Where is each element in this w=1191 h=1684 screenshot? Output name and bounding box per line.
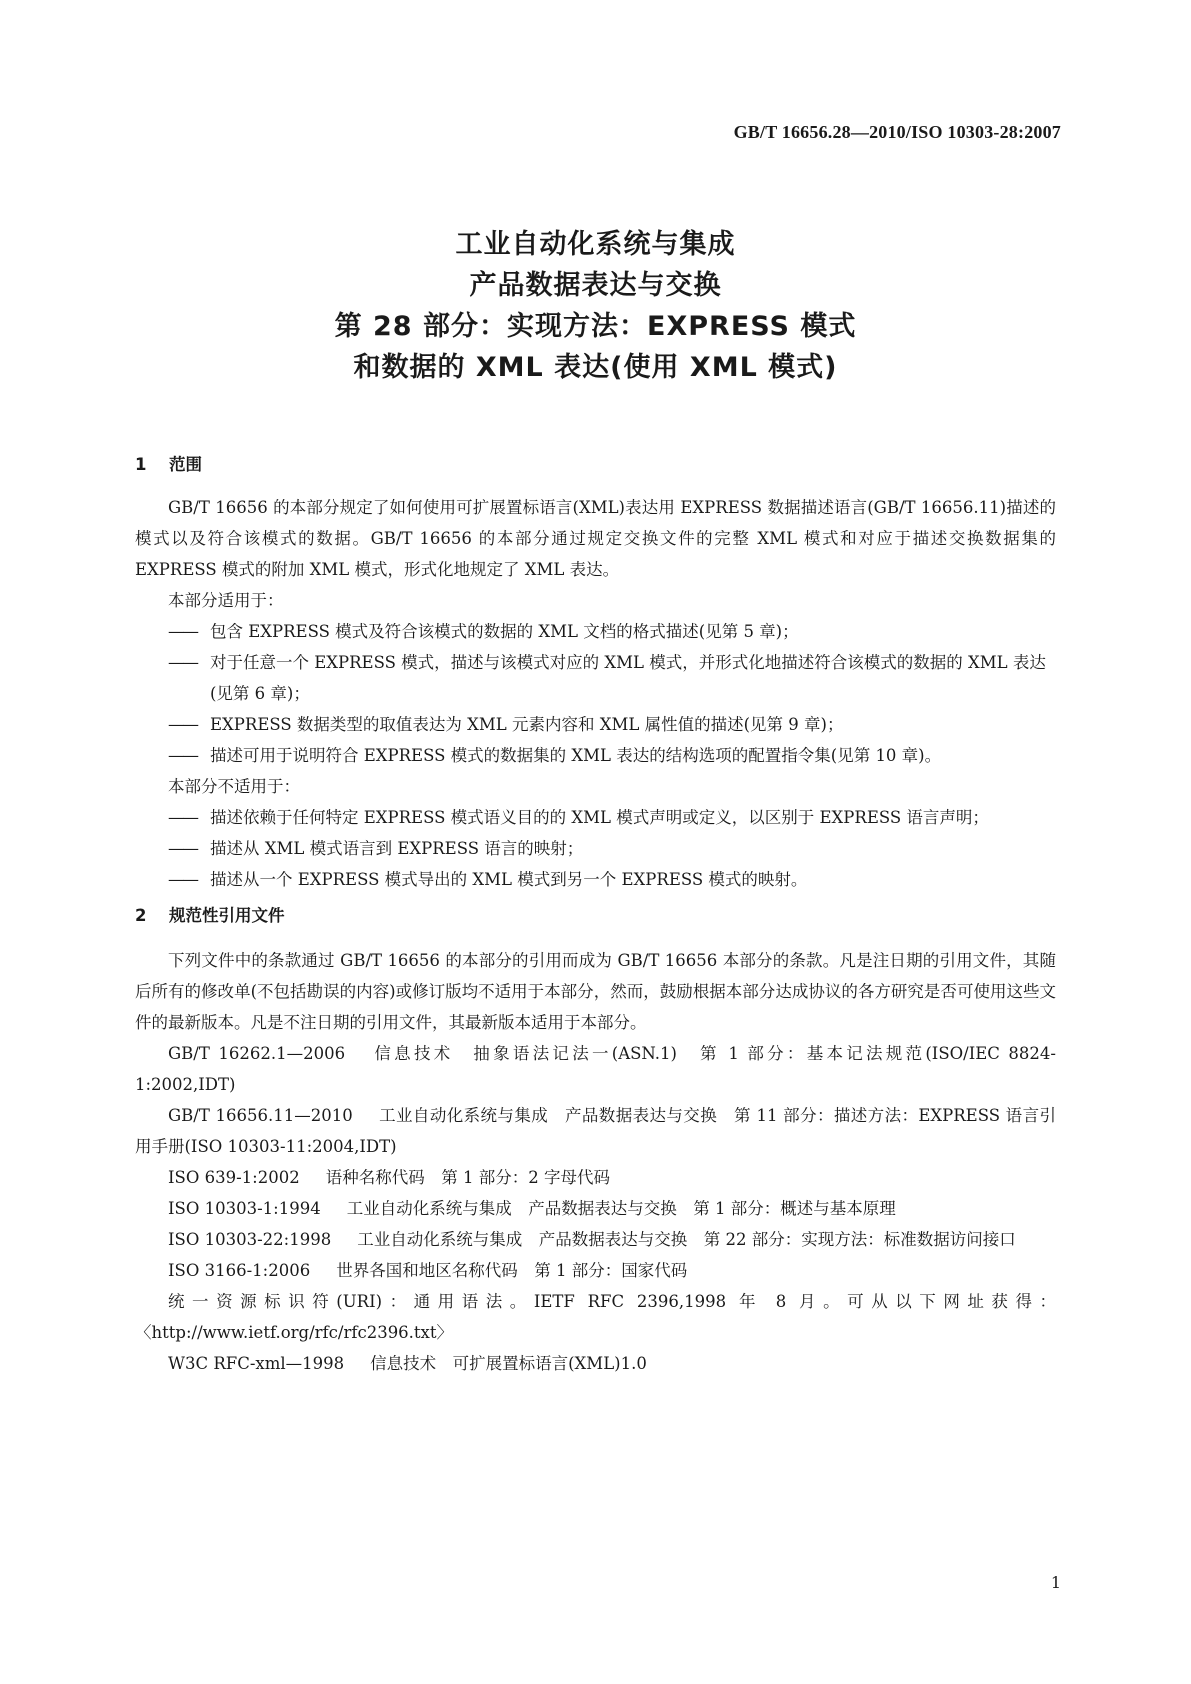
list-item	[135, 709, 1056, 740]
reference-title: 语种名称代码 第 1 部分：2 字母代码	[325, 1168, 610, 1187]
list-item-text: 描述可用于说明符合 EXPRESS 模式的数据集的 XML 表达的结构选项的配置指令集(见第 10 章)。	[210, 746, 942, 765]
title-line: 第 28 部分：实现方法：EXPRESS 模式	[334, 311, 857, 342]
reference-entry	[135, 1286, 1056, 1348]
list-item-text: 描述从 XML 模式语言到 EXPRESS 语言的映射；	[210, 839, 584, 858]
reference-code: ISO 10303-1:1994	[168, 1199, 321, 1218]
references-paragraph: 下列文件中的条款通过 GB/T 16656 的本部分的引用而成为 GB/T 16656 本部分的条款。凡是注日期的引用文件，其随后所有的修改单(不包括勘误的内容)或修订版均不适用于本部分，然而，鼓励根据本部分达成协议的各方研究是否可使用这些文件的最新版本。凡是不注日期的引用文件，其最新版本适用于本部分。	[135, 951, 1056, 1032]
list-item	[135, 616, 1056, 647]
not-applies-label: 本部分不适用于：	[168, 777, 300, 796]
scope-paragraph: GB/T 16656 的本部分规定了如何使用可扩展置标语言(XML)表达用 EXPRESS 数据描述语言(GB/T 16656.11)描述的模式以及符合该模式的数据。GB/T 16656 的本部分通过规定交换文件的完整 XML 模式和对应于描述交换数据集的 EXPRESS 模式的附加 XML 模式，形式化地规定了 XML 表达。	[135, 498, 1056, 579]
list-item	[135, 833, 1056, 864]
reference-entry	[135, 1224, 1056, 1255]
dash-mark: ——	[168, 622, 197, 641]
section-title: 范围	[169, 455, 202, 474]
title-line: 产品数据表达与交换	[469, 270, 722, 301]
reference-code: GB/T 16262.1—2006	[168, 1044, 346, 1063]
section-number: 1	[135, 455, 147, 474]
dash-mark: ——	[168, 715, 197, 734]
reference-entry	[135, 1348, 1056, 1379]
reference-code: W3C RFC-xml—1998	[168, 1354, 345, 1373]
reference-title: 工业自动化系统与集成 产品数据表达与交换 第 1 部分：概述与基本原理	[346, 1199, 896, 1218]
document-code: GB/T 16656.28—2010/ISO 10303-28:2007	[733, 122, 1061, 142]
reference-entry	[135, 1162, 1056, 1193]
reference-title: 世界各国和地区名称代码 第 1 部分：国家代码	[336, 1261, 688, 1280]
reference-title: 统一资源标识符(URI)：通用语法。IETF RFC 2396,1998 年 8 月。可从以下网址获得：〈http://www.ietf.org/rfc/rfc2396.txt〉	[135, 1292, 1056, 1342]
section-heading-normative-references	[135, 901, 1056, 931]
reference-code: GB/T 16656.11—2010	[168, 1106, 353, 1125]
list-item	[135, 740, 1056, 771]
list-item	[135, 647, 1056, 709]
section-heading-scope	[135, 450, 1056, 480]
section-title: 规范性引用文件	[169, 906, 285, 925]
dash-mark: ——	[168, 839, 197, 858]
section-number: 2	[135, 906, 147, 925]
reference-entry	[135, 1038, 1056, 1100]
list-item-text: 描述依赖于任何特定 EXPRESS 模式语义目的的 XML 模式声明或定义，以区别于 EXPRESS 语言声明；	[210, 808, 989, 827]
applies-label: 本部分适用于：	[168, 591, 284, 610]
reference-code: ISO 10303-22:1998	[168, 1230, 332, 1249]
reference-code: ISO 639-1:2002	[168, 1168, 300, 1187]
list-item-text: 包含 EXPRESS 模式及符合该模式的数据的 XML 文档的格式描述(见第 5 章)；	[210, 622, 799, 641]
document-title	[0, 224, 1191, 388]
reference-title: 信息技术 可扩展置标语言(XML)1.0	[370, 1354, 647, 1373]
page-number: 1	[1050, 1573, 1061, 1592]
reference-title: 工业自动化系统与集成 产品数据表达与交换 第 22 部分：实现方法：标准数据访问接口	[357, 1230, 1016, 1249]
reference-code: ISO 3166-1:2006	[168, 1261, 311, 1280]
reference-title: 信息技术 抽象语法记法一(ASN.1) 第 1 部分：基本记法规范(ISO/IEC 8824-1:2002,IDT)	[135, 1044, 1056, 1094]
list-item-text: 对于任意一个 EXPRESS 模式，描述与该模式对应的 XML 模式，并形式化地描述符合该模式的数据的 XML 表达(见第 6 章)；	[210, 653, 1046, 703]
list-item-text: EXPRESS 数据类型的取值表达为 XML 元素内容和 XML 属性值的描述(见第 9 章)；	[210, 715, 844, 734]
list-item-text: 描述从一个 EXPRESS 模式导出的 XML 模式到另一个 EXPRESS 模式的映射。	[210, 870, 808, 889]
dash-mark: ——	[168, 808, 197, 827]
list-item	[135, 802, 1056, 833]
document-body	[135, 450, 1056, 1379]
list-item	[135, 864, 1056, 895]
title-line: 和数据的 XML 表达(使用 XML 模式)	[353, 352, 838, 383]
title-line: 工业自动化系统与集成	[455, 229, 736, 260]
reference-title: 工业自动化系统与集成 产品数据表达与交换 第 11 部分：描述方法：EXPRESS 语言引用手册(ISO 10303-11:2004,IDT)	[135, 1106, 1056, 1156]
reference-entry	[135, 1100, 1056, 1162]
dash-mark: ——	[168, 653, 197, 672]
reference-entry	[135, 1255, 1056, 1286]
dash-mark: ——	[168, 870, 197, 889]
reference-entry	[135, 1193, 1056, 1224]
dash-mark: ——	[168, 746, 197, 765]
